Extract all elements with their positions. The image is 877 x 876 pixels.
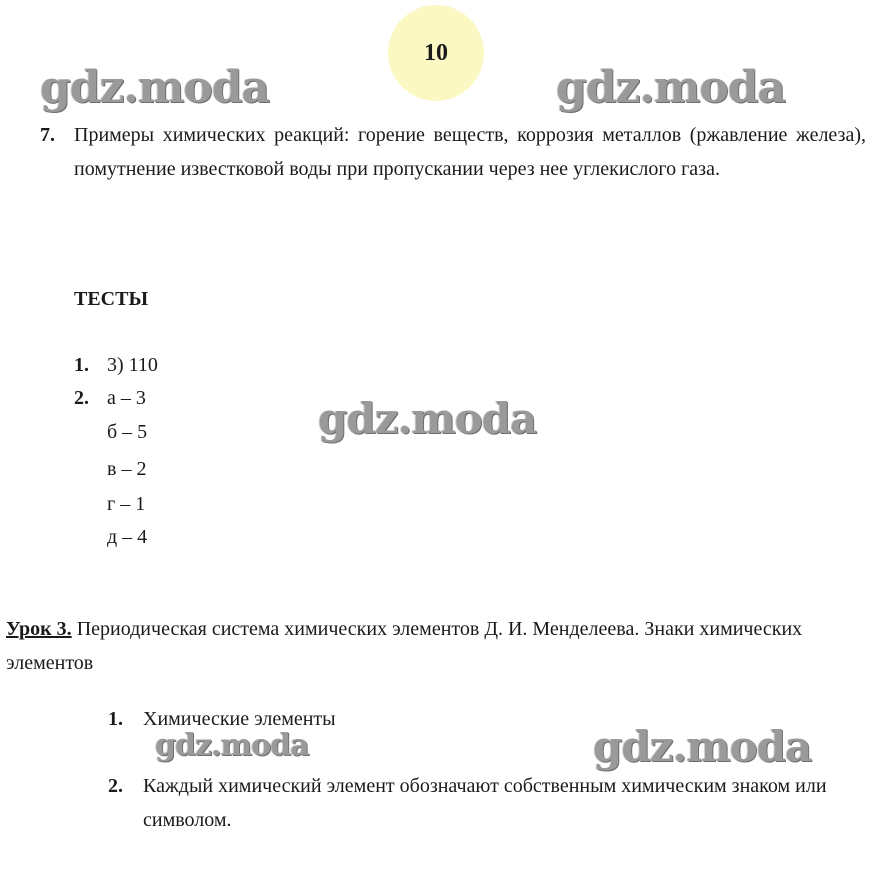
test-2-answer-g: г – 1 — [107, 493, 146, 515]
test-2-answer-a: а – 3 — [107, 387, 146, 409]
test-1-answer: 3) 110 — [107, 354, 158, 376]
watermark-logo: gdz.moda — [556, 62, 786, 113]
lesson-item-2-text: Каждый химический элемент обозначают собственным химическим знаком или символом. — [143, 775, 827, 831]
lesson-item-1-text: Химические элементы — [143, 708, 336, 730]
lesson-title: Периодическая система химических элементов Д. И. Менделеева. Знаки химических элементов — [6, 618, 803, 674]
page-number-badge — [388, 5, 484, 101]
lesson-heading — [6, 612, 868, 680]
test-2-answer-b: б – 5 — [107, 421, 148, 443]
test-2-answer-v: в – 2 — [107, 458, 147, 480]
test-2-number: 2. — [74, 387, 89, 409]
watermark-logo: gdz.moda — [40, 62, 270, 113]
item-7-text: Примеры химических реакций: горение веществ, коррозия металлов (ржавление железа), помутнение известковой воды при пропускании через нее углекислого газа. — [74, 124, 866, 180]
item-7-number: 7. — [40, 124, 55, 146]
test-1-number: 1. — [74, 354, 89, 376]
lesson-item-1-number: 1. — [108, 708, 123, 730]
watermark-logo: gdz.moda — [155, 728, 309, 763]
watermark-logo: gdz.moda — [593, 722, 812, 771]
page-number: 10 — [424, 39, 448, 66]
lesson-item-2-number: 2. — [108, 775, 123, 797]
test-2-answer-d: д – 4 — [107, 526, 148, 548]
tests-heading: ТЕСТЫ — [74, 288, 149, 310]
watermark-logo: gdz.moda — [318, 394, 537, 443]
lesson-label: Урок 3. — [6, 618, 72, 640]
